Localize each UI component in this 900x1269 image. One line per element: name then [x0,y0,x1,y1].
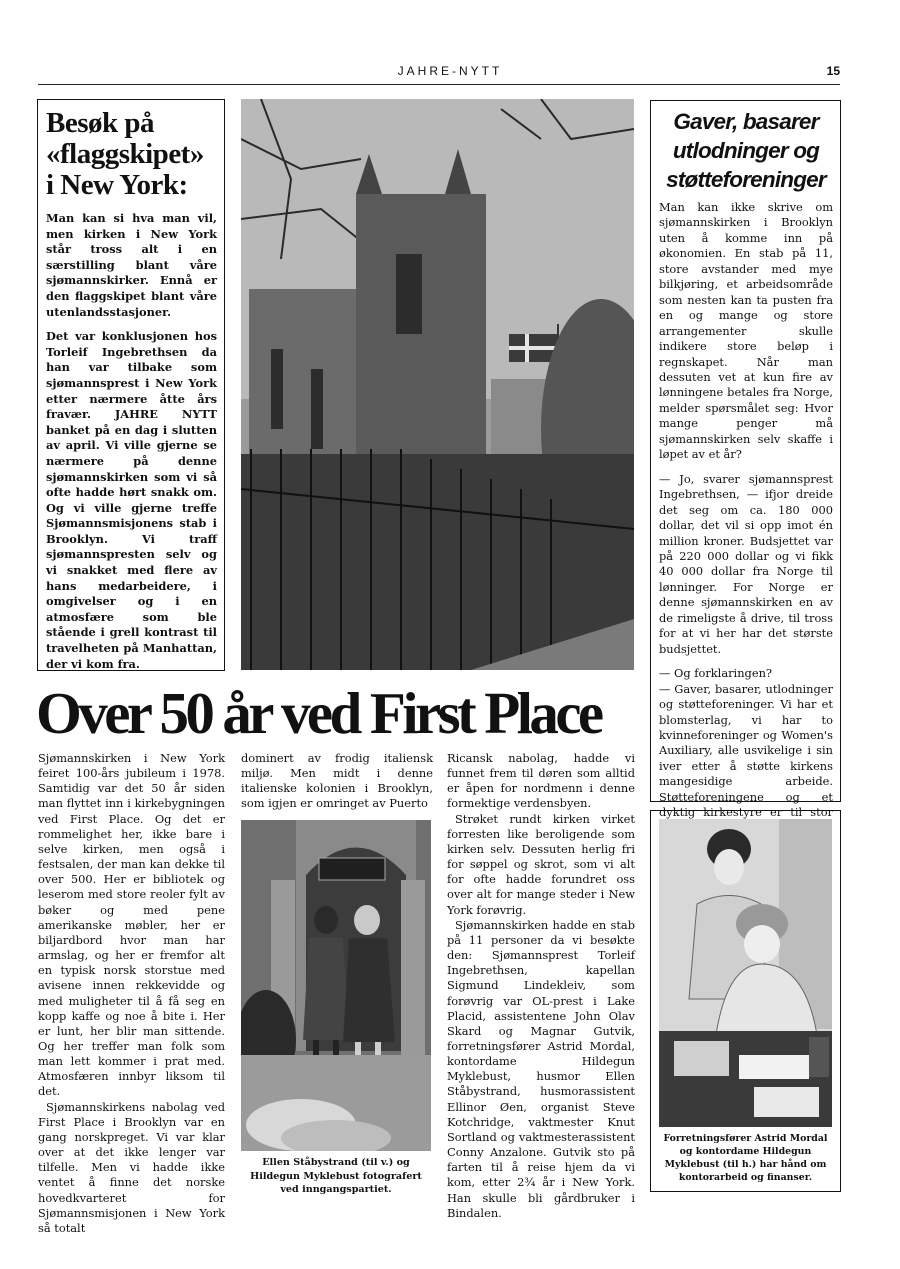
article-paragraph: Strøket rundt kirken virket forresten like beroligende som kirken selv. Dessuten herlig fri for søppel og skrot, som vi alt for ofte hadde forundret oss over alt for mange steder i New York forøvrig. [447,811,635,917]
sidebar-right-box [650,100,841,820]
article-column-1 [38,751,225,1236]
sidebar-right-paragraph: Man kan ikke skrive om sjømannskirken i Brooklyn uten å komme inn på økonomien. En stab på 11, store avstander med mye bilkjøring, et arbeidsområde som nesten kan ta pusten fra en og mange og store arrangementer skulle indikere store beløp i regnskapet. Når man dessuten vet at kun fire av lønningene betales fra Norge, melder spørsmålet seg: Hvor mange penger må sjømannskirken selv skaffe i løpet av et år? [659,200,833,462]
sidebar-left-title-line: «flaggskipet» [46,138,204,170]
article-paragraph: Ricansk nabolag, hadde vi funnet frem til døren som alltid er åpen for nordmenn i denne formektige verdensbyen. [447,751,635,811]
church-photo [241,99,634,670]
office-photo-illustration [659,819,832,1127]
church-photo-illustration [241,99,634,670]
article-column-2 [241,751,433,812]
sidebar-right-title-line: støtteforeninger [666,167,826,192]
header-rule [38,84,840,85]
entrance-photo [241,820,431,1151]
sidebar-left-paragraph: Man kan si hva man vil, men kirken i New York står tross alt i en særstilling blant våre sjømannskirker. Ennå er den flaggskipet blant våre utenlandsstasjoner. [46,211,217,319]
sidebar-right-title-line: utlodninger og [672,138,820,163]
sidebar-left-text [46,211,217,672]
page-number: 15 [826,64,840,78]
article-headline: Over 50 år ved First Place [36,680,601,746]
sidebar-right-paragraph: — Jo, svarer sjømannsprest Ingebrethsen, — ifjor dreide det seg om ca. 180 000 dollar, det vil si opp imot én million kroner. Budsjettet var på 220 000 dollar og vi fikk 40 000 dollar fra Norge til lønninger. For Norge er denne sjømannskirken en av de rimeligste å drive, til tross for at vi her har det største budsjettet. [659,471,833,656]
office-photo-caption: Forretningsfører Astrid Mordal og kontordame Hildegun Myklebust (til h.) har hånd om kontorarbeid og finanser. [663,1133,828,1183]
sidebar-left-title-line: i New York: [46,169,188,201]
article-paragraph: dominert av frodig italiensk miljø. Men midt i denne italienske kolonien i Brooklyn, som igjen er omringet av Puerto [241,751,433,811]
sidebar-right-title [659,107,833,194]
sidebar-right-text [659,200,833,836]
sidebar-right-title-line: Gaver, basarer [673,109,819,134]
article-paragraph: Sjømannskirken i New York feiret 100-års jubileum i 1978. Samtidig var det 50 år siden man flyttet inn i kirkebygningen ved First Place. Og det er rommelighet her, ikke bare i selve kirken, men også i festsalen, der man kan dekke til over 500. Her er bibliotek og leserom med store reoler fylt av bøker og med pene amerikanske møbler, her er biljardbord hvor man har armslag, og her er fremfor alt en typisk norsk storstue med avisene innen rekkevidde og med muligheter til å få seg en kopp kaffe og noe å bite i. Her er lunt, her blir man sittende. Og her treffer man folk som man lett kommer i prat med. Atmosfæren innbyr liksom til det. [38,751,225,1099]
sidebar-left-paragraph: Det var konklusjonen hos Torleif Ingebrethsen da han var tilbake som sjømannsprest i New York etter nærmere åtte års fravær. JAHRE NYTT banket på en dag i slutten av april. Vi ville gjerne se nærmere på denne sjømannskirken som vi så ofte hadde hørt snakk om. Og vi ville gjerne treffe Sjømannsmisjonens stab i Brooklyn. Vi traff sjømannspresten selv og vi snakket med flere av hans medarbeidere, i omgivelser og i en atmosfære som ble stående i grell kontrast til travelheten på Manhattan, der vi kom fra. [46,329,217,671]
article-column-3 [447,751,635,1221]
entrance-photo-caption: Ellen Ståbystrand (til v.) og Hildegun Myklebust fotografert ved inngangspartiet. [250,1157,422,1196]
running-title: JAHRE-NYTT [397,64,503,78]
article-paragraph: Sjømannskirkens nabolag ved First Place i Brooklyn var en gang norskpreget. Vi var klar over at det ikke lenger var tilfelle. Men vi hadde ikke ventet å finne det norske hovedkvarteret for Sjømannsmisjonen i New York så totalt [38,1099,225,1235]
office-photo [659,819,832,1127]
sidebar-right-paragraph: — Og forklaringen? [659,666,773,681]
article-paragraph: Sjømannskirken hadde en stab på 11 personer da vi besøkte den: Sjømannsprest Torleif Ingebrethsen, kapellan Sigmund Lindekleiv, som forøvrig var OL-prest i Lake Placid, assistentene John Olav Skard og Magnar Gutvik, forretningsfører Astrid Mordal, kontordame Hildegun Myklebust, husmor Ellen Ståbystrand, husmorassistent Ellinor Øen, organist Steve Kotchridge, vaktmester Knut Sortland og vaktmesterassistent Conny Anzalone. Gutvik sto på farten til å reise hjem da vi kom, etter 2¾ år i New York. Han skulle bli gårdbruker i Bindalen. [447,917,635,1220]
entrance-photo-illustration [241,820,431,1151]
sidebar-left-title [46,108,217,201]
sidebar-left-box [37,99,225,671]
sidebar-left-title-line: Besøk på [46,107,155,139]
office-photo-box [650,810,841,1192]
sidebar-right-paragraph: — Gaver, basarer, utlodninger og støtteforeninger. Vi har et blomsterlag, vi har to kvinneforeninger og Women's Auxiliary, alle usvikelige i sin iver etter å støtte kirkens mangesidige arbeide. Støtteforeningene og et dyktig kirkestyre er til stor [659,681,833,820]
